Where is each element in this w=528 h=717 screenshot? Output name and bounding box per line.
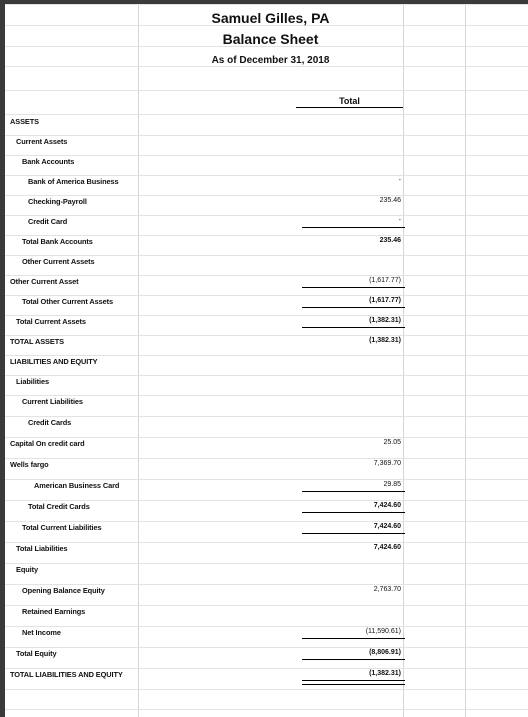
table-row[interactable] [5, 607, 405, 619]
underline [302, 327, 405, 328]
row-label: American Business Card [34, 481, 120, 490]
table-row[interactable] [5, 544, 405, 556]
total-column-header: Total [296, 96, 403, 108]
row-amount: - [398, 177, 401, 184]
company-name: Samuel Gilles, PA [211, 10, 330, 26]
row-divider [5, 135, 528, 136]
row-label: LIABILITIES AND EQUITY [10, 357, 98, 366]
row-label: ASSETS [10, 117, 39, 126]
row-divider [5, 479, 528, 480]
row-label: Equity [16, 565, 38, 574]
row-label: Total Credit Cards [28, 502, 90, 511]
row-amount: 7,424.60 [373, 502, 401, 509]
row-label: Checking-Payroll [28, 197, 87, 206]
double-underline [302, 680, 405, 685]
row-divider [5, 395, 528, 396]
row-label: Total Liabilities [16, 544, 68, 553]
row-divider [5, 458, 528, 459]
table-row[interactable] [5, 481, 405, 493]
row-divider [5, 275, 528, 276]
row-label: Credit Card [28, 217, 68, 226]
table-row[interactable] [5, 649, 405, 661]
table-row[interactable] [5, 217, 405, 229]
table-row[interactable] [5, 439, 405, 451]
row-label: Wells fargo [10, 460, 49, 469]
table-row[interactable] [5, 317, 405, 329]
row-amount: 7,424.60 [373, 544, 401, 551]
row-divider [5, 375, 528, 376]
row-amount: - [398, 217, 401, 224]
row-label: Bank of America Business [28, 177, 119, 186]
table-row[interactable] [5, 670, 405, 682]
row-divider [5, 584, 528, 585]
row-amount: 7,424.60 [373, 523, 401, 530]
report-date: As of December 31, 2018 [211, 55, 330, 66]
table-row[interactable] [5, 586, 405, 598]
row-divider [5, 90, 528, 91]
row-divider [5, 235, 528, 236]
row-amount: (1,382.31) [369, 317, 401, 324]
table-row[interactable] [5, 460, 405, 472]
report-title: Balance Sheet [222, 31, 319, 47]
underline [302, 533, 405, 534]
row-divider [5, 295, 528, 296]
row-label: Other Current Assets [22, 257, 95, 266]
row-amount: (1,382.31) [369, 337, 401, 344]
row-divider [5, 626, 528, 627]
table-row[interactable] [5, 565, 405, 577]
row-divider [5, 689, 528, 690]
row-amount: 235.46 [379, 197, 401, 204]
row-divider [5, 521, 528, 522]
row-divider [5, 563, 528, 564]
row-amount: 235.46 [379, 237, 401, 244]
table-row[interactable] [5, 257, 405, 269]
row-label: Total Current Assets [16, 317, 86, 326]
table-row[interactable] [5, 117, 405, 129]
row-label: Total Other Current Assets [22, 297, 114, 306]
row-label: Capital On credit card [10, 439, 85, 448]
row-label: Retained Earnings [22, 607, 86, 616]
row-divider [5, 175, 528, 176]
row-divider [5, 4, 528, 5]
table-row[interactable] [5, 628, 405, 640]
underline [302, 638, 405, 639]
row-divider [5, 255, 528, 256]
row-label: Net Income [22, 628, 61, 637]
table-row[interactable] [5, 157, 405, 169]
underline [302, 307, 405, 308]
row-divider [5, 355, 528, 356]
row-amount: 29.85 [383, 481, 401, 488]
row-divider [5, 542, 528, 543]
row-amount: (8,806.91) [369, 649, 401, 656]
row-divider [5, 215, 528, 216]
row-label: Bank Accounts [22, 157, 75, 166]
row-label: Total Bank Accounts [22, 237, 93, 246]
row-label: Total Equity [16, 649, 57, 658]
row-divider [5, 335, 528, 336]
row-label: TOTAL LIABILITIES AND EQUITY [10, 670, 123, 679]
underline [302, 512, 405, 513]
row-amount: (1,617.77) [369, 277, 401, 284]
row-amount: 2,763.70 [373, 586, 401, 593]
row-label: Other Current Asset [10, 277, 79, 286]
row-divider [5, 668, 528, 669]
table-row[interactable] [5, 297, 405, 309]
row-divider [5, 709, 528, 710]
table-row[interactable] [5, 502, 405, 514]
column-divider [465, 4, 466, 717]
row-divider [5, 437, 528, 438]
row-divider [5, 315, 528, 316]
row-divider [5, 500, 528, 501]
row-divider [5, 66, 528, 67]
table-row[interactable] [5, 177, 405, 189]
underline [302, 287, 405, 288]
table-row[interactable] [5, 277, 405, 289]
row-amount: (11,590.61) [365, 628, 401, 635]
table-row[interactable] [5, 418, 405, 430]
row-divider [5, 647, 528, 648]
table-row[interactable] [5, 197, 405, 209]
row-divider [5, 416, 528, 417]
row-amount: (1,382.31) [369, 670, 401, 677]
table-row[interactable] [5, 377, 405, 389]
table-row[interactable] [5, 137, 405, 149]
row-divider [5, 155, 528, 156]
row-label: Current Liabilities [22, 397, 83, 406]
underline [302, 227, 405, 228]
row-label: Total Current Liabilities [22, 523, 102, 532]
row-divider [5, 195, 528, 196]
table-row[interactable] [5, 357, 405, 369]
row-label: Opening Balance Equity [22, 586, 105, 595]
row-amount: (1,617.77) [369, 297, 401, 304]
table-row[interactable] [5, 337, 405, 349]
row-label: TOTAL ASSETS [10, 337, 64, 346]
underline [302, 491, 405, 492]
row-amount: 25.05 [383, 439, 401, 446]
row-amount: 7,369.70 [373, 460, 401, 467]
table-row[interactable] [5, 523, 405, 535]
row-label: Liabilities [16, 377, 49, 386]
row-label: Current Assets [16, 137, 68, 146]
table-row[interactable] [5, 397, 405, 409]
table-row[interactable] [5, 237, 405, 249]
underline [302, 659, 405, 660]
row-label: Credit Cards [28, 418, 72, 427]
row-divider [5, 605, 528, 606]
row-divider [5, 114, 528, 115]
